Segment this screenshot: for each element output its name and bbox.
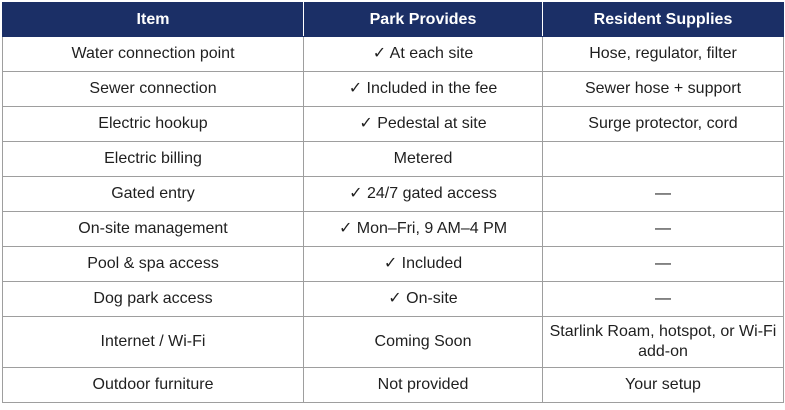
table-body [3,37,784,403]
cell-park-provides: Not provided [304,368,543,403]
table-row [3,72,784,107]
cell-resident-supplies: Starlink Roam, hotspot, or Wi-Fi add-on [543,317,784,368]
header-resident-supplies: Resident Supplies [543,3,784,37]
cell-item: Water connection point [3,37,304,72]
cell-item: Internet / Wi-Fi [3,317,304,368]
amenities-table [2,2,784,403]
cell-item: Outdoor furniture [3,368,304,403]
cell-park-provides: ✓ Mon–Fri, 9 AM–4 PM [304,212,543,247]
cell-item: Electric billing [3,142,304,177]
table-row [3,107,784,142]
cell-item: On-site management [3,212,304,247]
header-park-provides: Park Provides [304,3,543,37]
table-row [3,317,784,368]
cell-park-provides: Metered [304,142,543,177]
cell-resident-supplies: — [543,212,784,247]
cell-park-provides: ✓ Included [304,247,543,282]
cell-item: Gated entry [3,177,304,212]
table-row [3,282,784,317]
cell-resident-supplies: — [543,177,784,212]
cell-park-provides: ✓ Pedestal at site [304,107,543,142]
table-row [3,247,784,282]
cell-item: Electric hookup [3,107,304,142]
cell-park-provides: ✓ On-site [304,282,543,317]
table-row [3,368,784,403]
cell-resident-supplies: Your setup [543,368,784,403]
table-row [3,37,784,72]
cell-park-provides: ✓ At each site [304,37,543,72]
cell-item: Sewer connection [3,72,304,107]
header-item: Item [3,3,304,37]
cell-resident-supplies: Surge protector, cord [543,107,784,142]
table-header [3,3,784,37]
cell-item: Pool & spa access [3,247,304,282]
cell-resident-supplies [543,142,784,177]
table-row [3,142,784,177]
header-row [3,3,784,37]
table-row [3,212,784,247]
cell-park-provides: Coming Soon [304,317,543,368]
cell-park-provides: ✓ Included in the fee [304,72,543,107]
cell-resident-supplies: Sewer hose + support [543,72,784,107]
table-row [3,177,784,212]
cell-resident-supplies: — [543,282,784,317]
cell-park-provides: ✓ 24/7 gated access [304,177,543,212]
cell-resident-supplies: Hose, regulator, filter [543,37,784,72]
cell-item: Dog park access [3,282,304,317]
cell-resident-supplies: — [543,247,784,282]
